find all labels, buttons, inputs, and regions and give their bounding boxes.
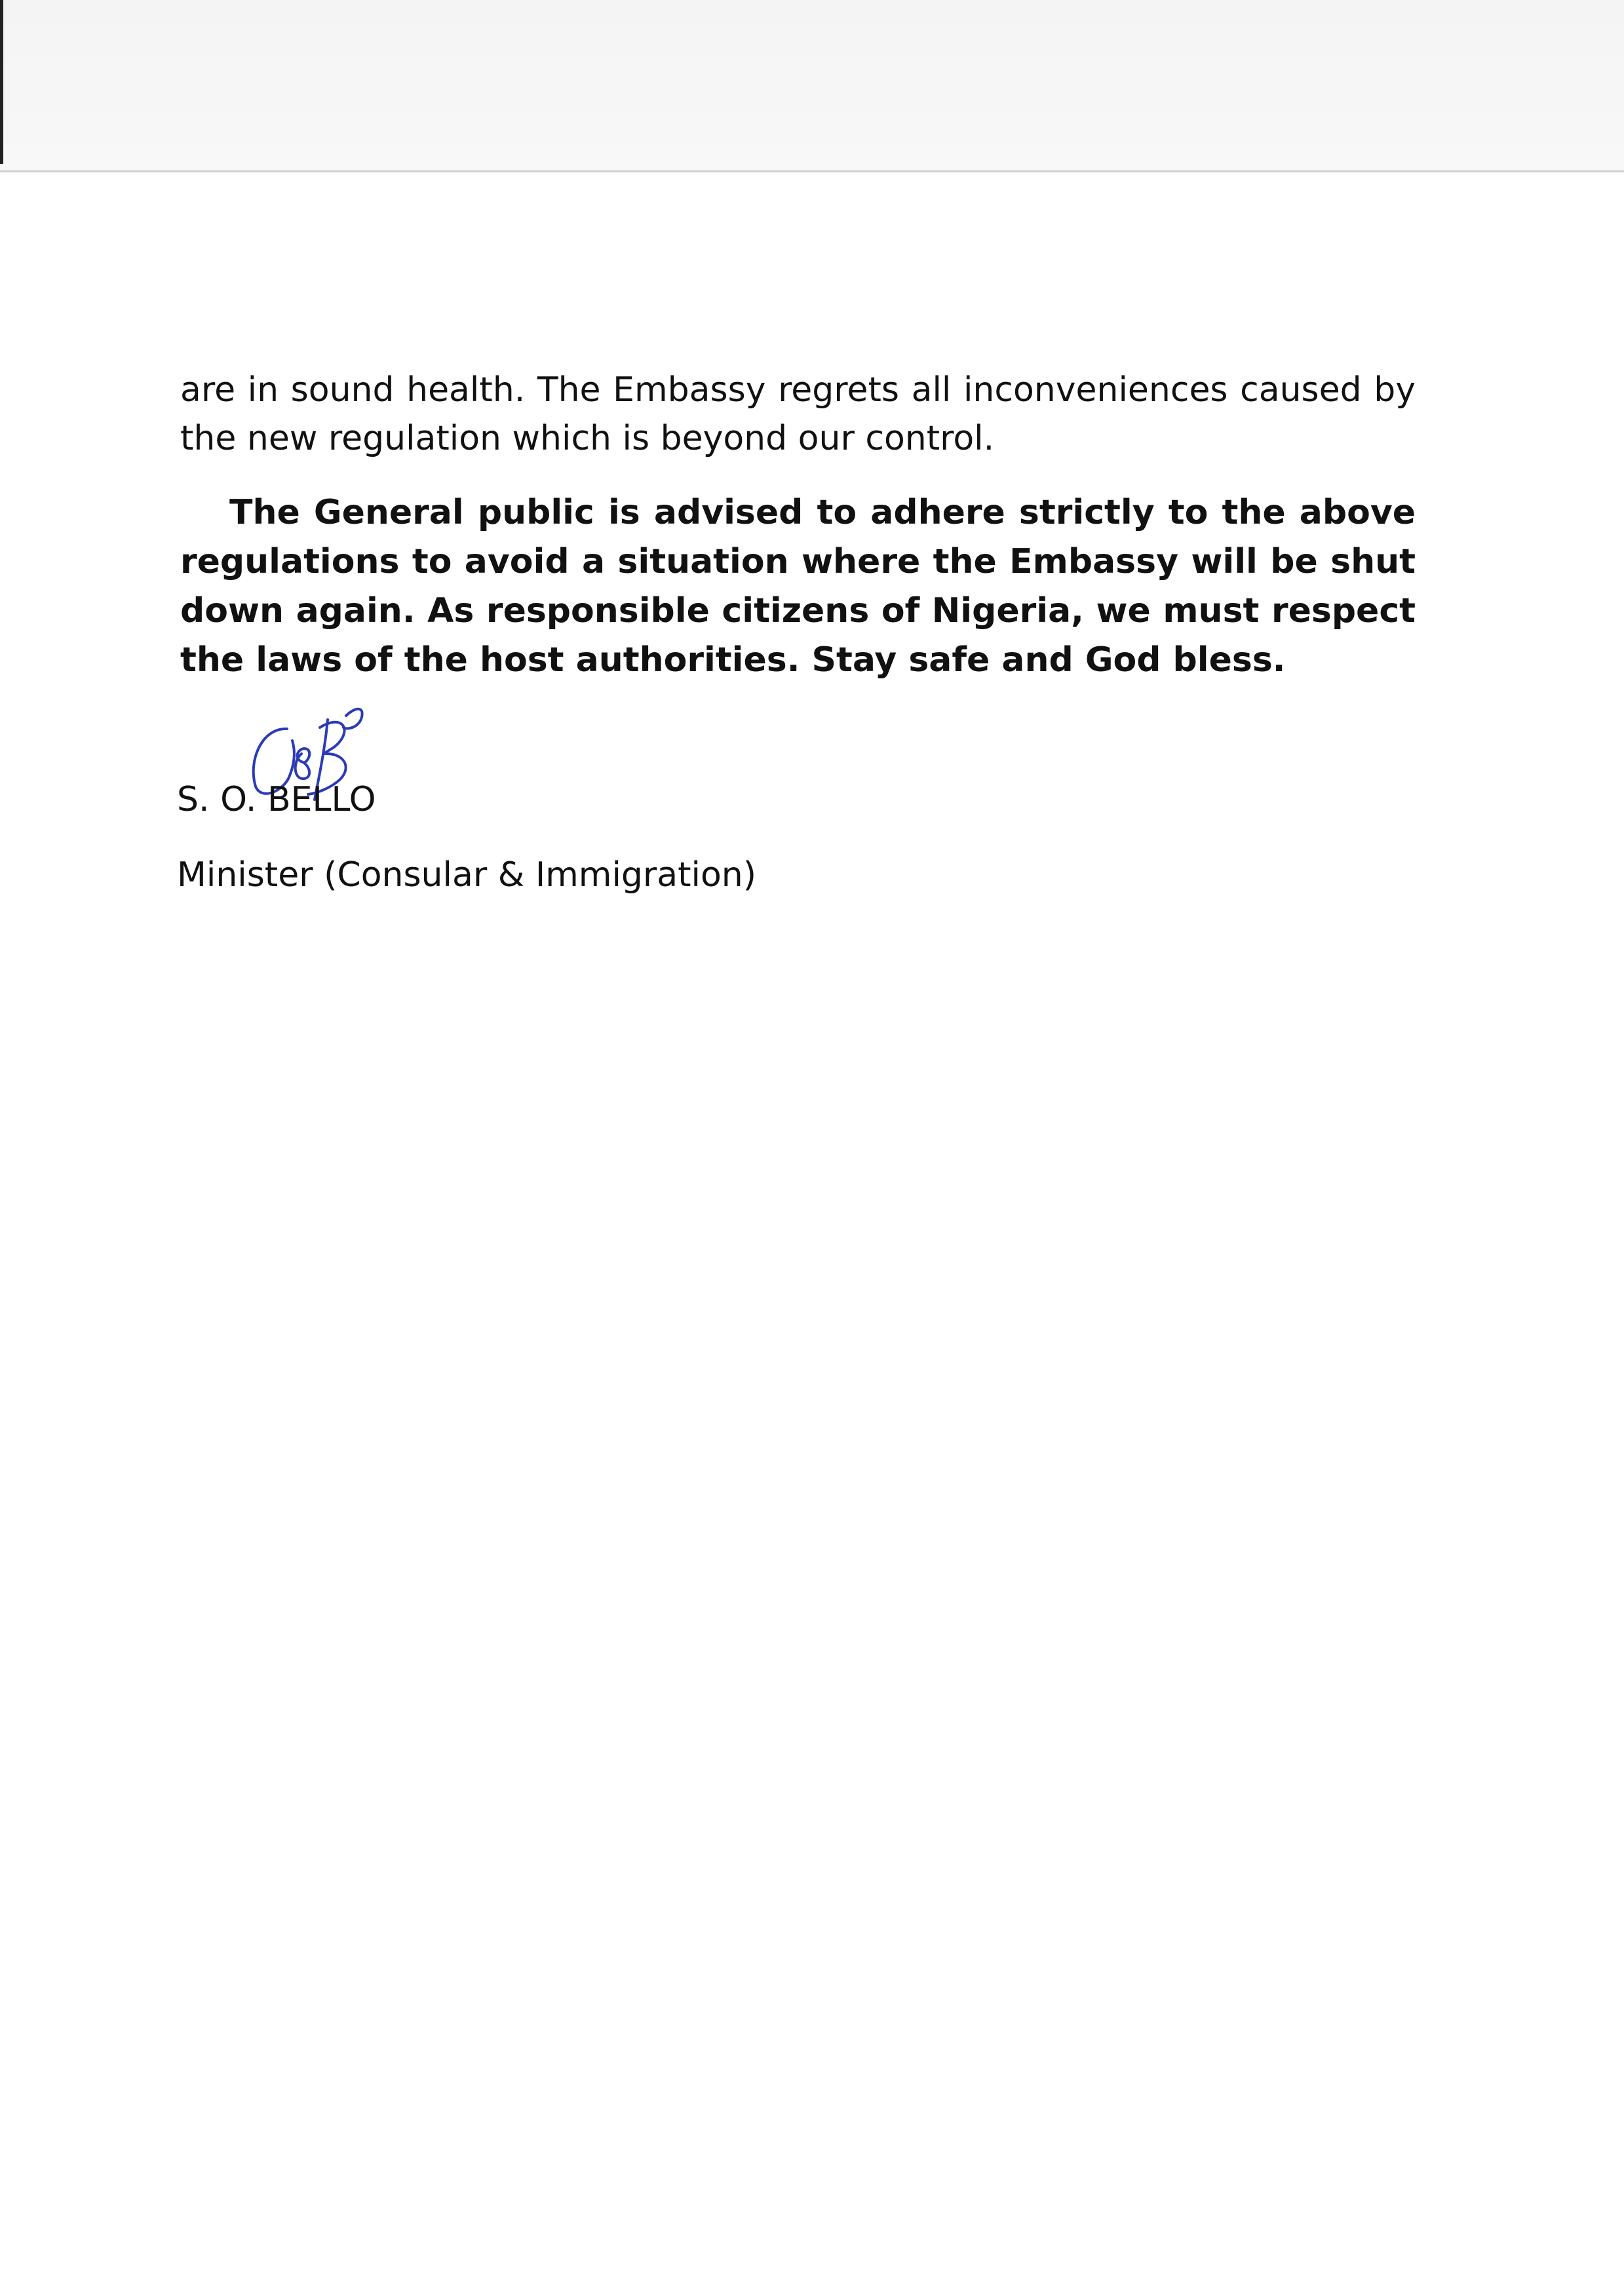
- signer-name: S. O. BELLO: [177, 780, 376, 819]
- scan-edge-line: [0, 170, 1624, 172]
- scan-top-margin: [0, 0, 1624, 172]
- letter-advisory-paragraph: The General public is advised to adhere strictly to the above regulations to avoid a situation where the Embassy will be shut down again. As responsible citizens of Nigeria, we must respect the laws of the host authorities. Stay safe and God bless.: [180, 493, 1416, 680]
- scan-left-edge-mark: [0, 0, 3, 164]
- signer-title: Minister (Consular & Immigration): [177, 855, 757, 895]
- letter-continuation-paragraph: are in sound health. The Embassy regrets all inconveniences caused by the new regulation which is beyond our control.: [180, 370, 1416, 458]
